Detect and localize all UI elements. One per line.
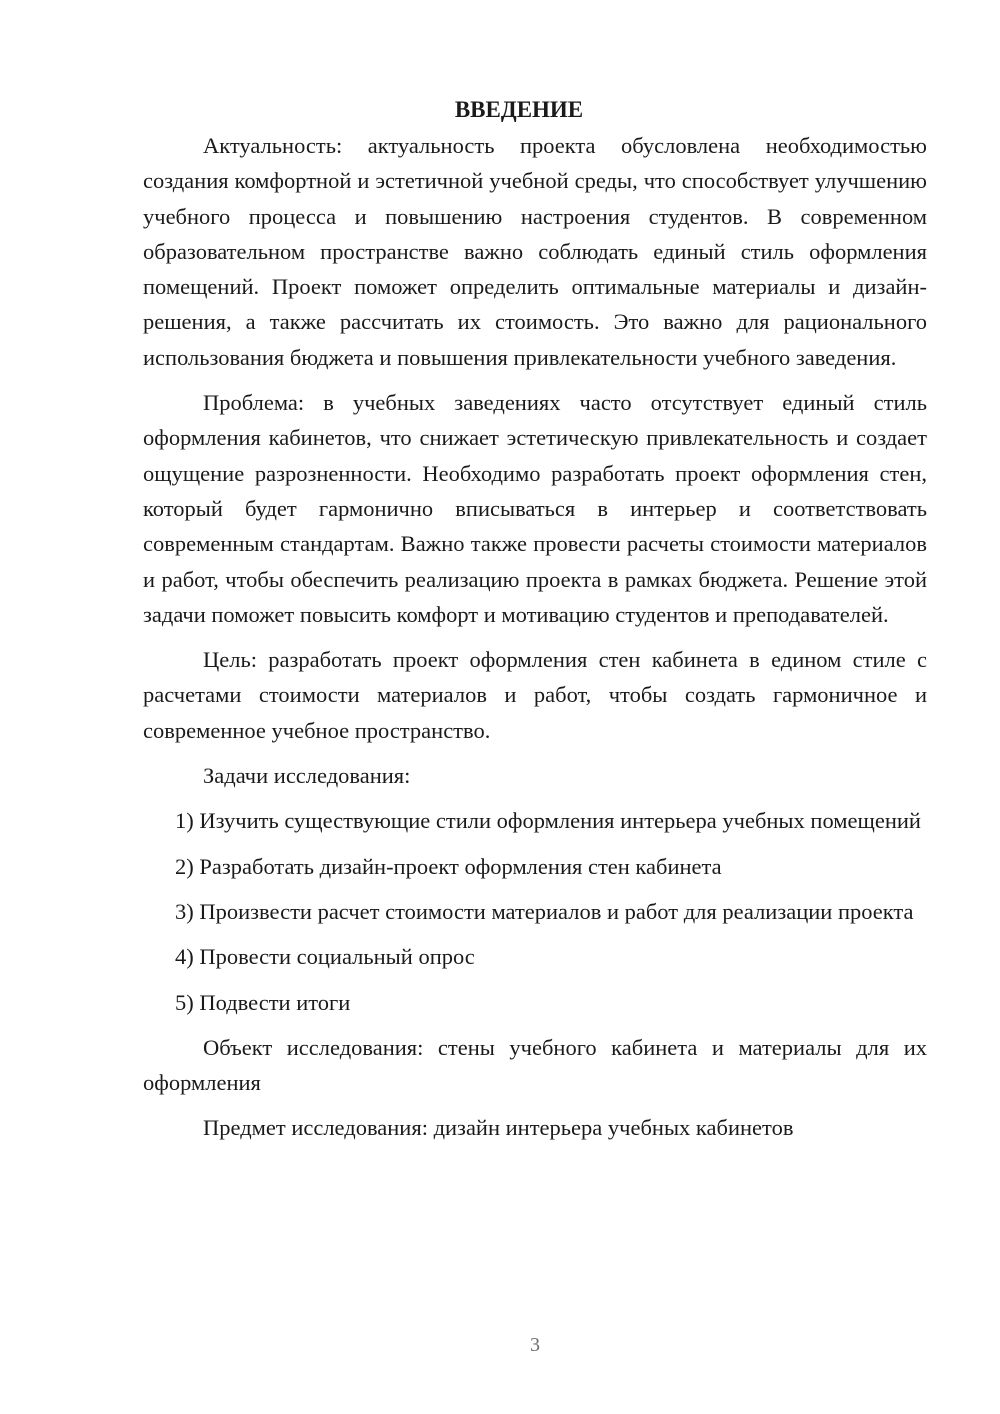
list-item: 2) Разработать дизайн-проект оформления стен кабинета bbox=[175, 853, 722, 879]
section-heading bbox=[143, 92, 927, 128]
paragraph-problem: Проблема: в учебных заведениях часто отсутствует единый стиль оформления кабинетов, что снижает эстетическую привлекательность и создает ощущение разрозненности. Необходимо разработать проект оформления стен, который будет гармонично вписываться в интерьер и соответствовать современным стандартам. Важно также провести расчеты стоимости материалов и работ, чтобы обеспечить реализацию проекта в рамках бюджета. Решение этой задачи поможет повысить комфорт и мотивацию студентов и преподавателей. bbox=[143, 390, 927, 627]
paragraph-subject: Предмет исследования: дизайн интерьера учебных кабинетов bbox=[203, 1115, 794, 1141]
document-page bbox=[143, 92, 927, 1146]
list-item: 5) Подвести итоги bbox=[175, 989, 351, 1015]
page-number: 3 bbox=[530, 1334, 540, 1356]
section-heading-text: ВВЕДЕНИЕ bbox=[454, 97, 584, 122]
paragraph-object: Объект исследования: стены учебного кабинета и материалы для их оформления bbox=[143, 1034, 927, 1096]
list-item: 4) Провести социальный опрос bbox=[175, 944, 475, 970]
paragraph-tasks-title: Задачи исследования: bbox=[203, 763, 411, 789]
paragraph-goal: Цель: разработать проект оформления стен кабинета в едином стиле с расчетами стоимости материалов и работ, чтобы создать гармоничное и современное учебное пространство. bbox=[143, 647, 927, 743]
list-item: 1) Изучить существующие стили оформления интерьера учебных помещений bbox=[175, 808, 921, 834]
paragraph-relevance: Актуальность: актуальность проекта обусловлена необходимостью создания комфортной и эстетичной учебной среды, что способствует улучшению учебного процесса и повышению настроения студентов. В современном образовательном пространстве важно соблюдать единый стиль оформления помещений. Проект поможет определить оптимальные материалы и дизайн-решения, а также рассчитать их стоимость. Это важно для рационального использования бюджета и повышения привлекательности учебного заведения. bbox=[143, 133, 927, 370]
list-item: 3) Произвести расчет стоимости материалов и работ для реализации проекта bbox=[175, 898, 914, 924]
